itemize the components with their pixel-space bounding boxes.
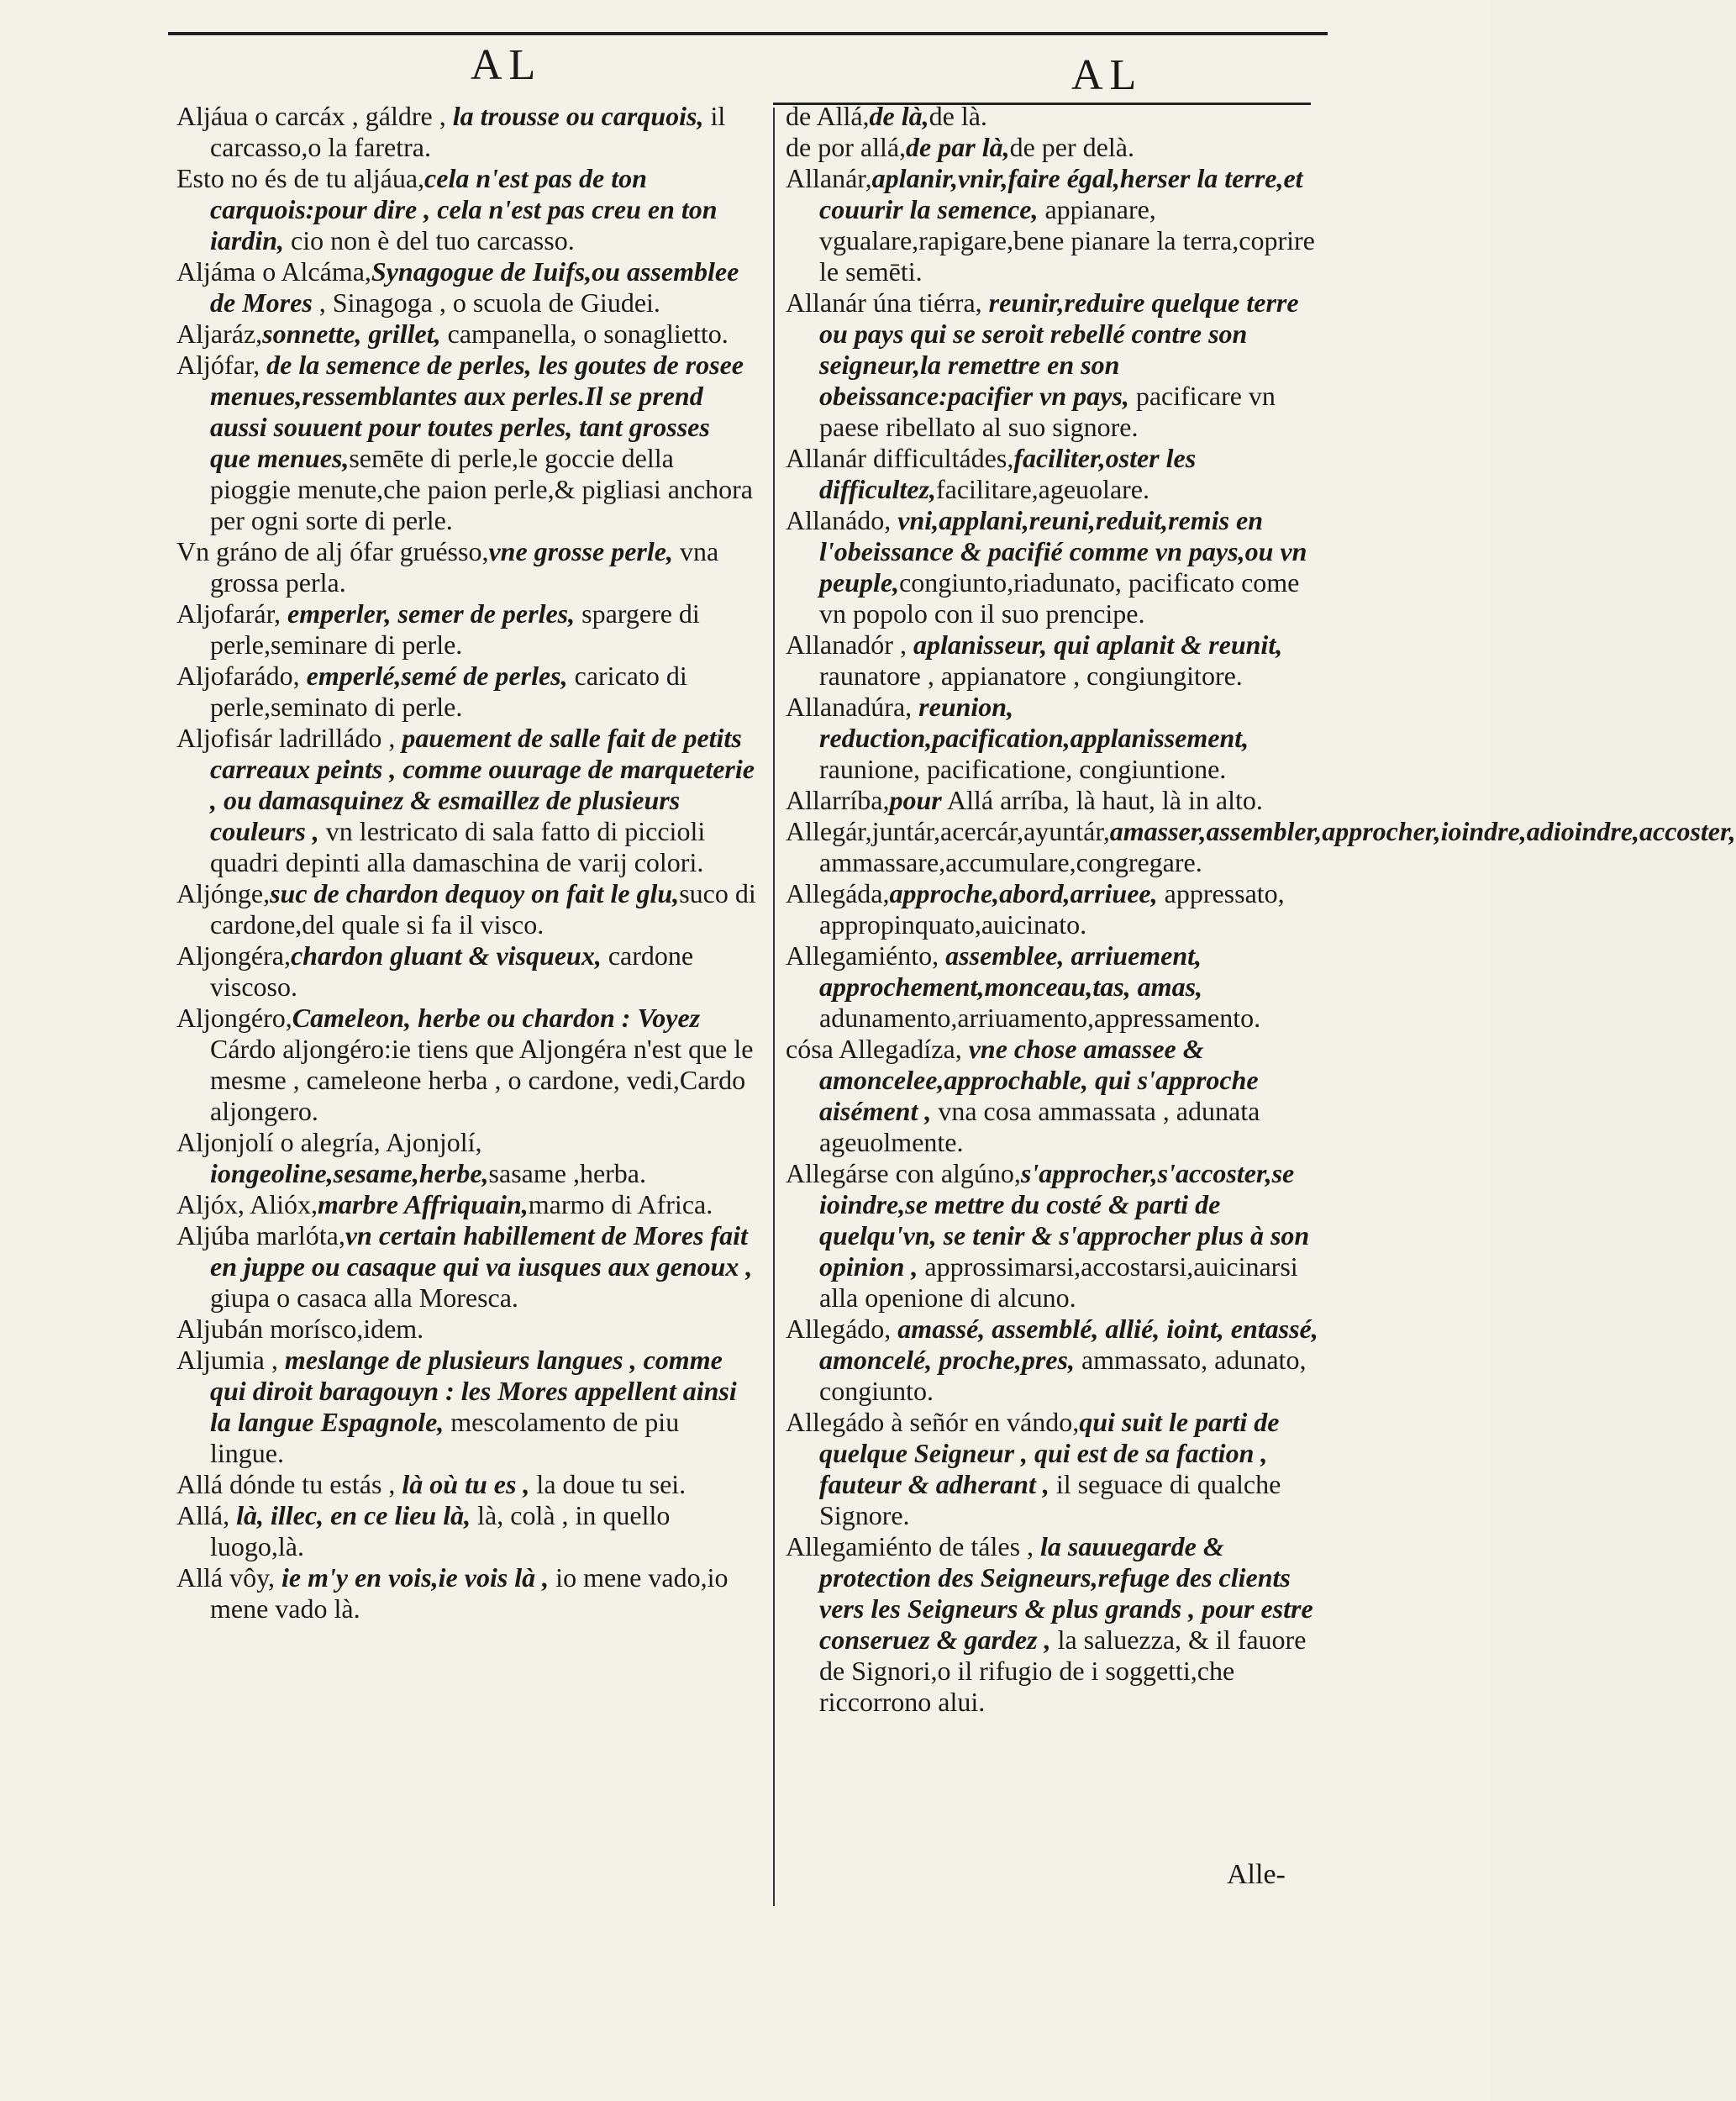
entry-it: caricato di perle,seminato di perle.	[210, 661, 687, 722]
entry-fr: sonnette, grillet,	[262, 319, 441, 349]
dictionary-entry	[786, 505, 1323, 629]
dictionary-entry	[176, 101, 756, 163]
entry-fr: la trousse ou carquois,	[452, 101, 704, 131]
entry-es: Allegárse con algúno,	[786, 1158, 1021, 1188]
entry-fr: vni,applani,reuni,reduit,remis en l'obeissance & pacifié comme vn pays,ou vn peuple,	[819, 505, 1307, 598]
entry-it: ammassato, adunato, congiunto.	[819, 1345, 1307, 1406]
entry-fr: là, illec, en ce lieu là,	[236, 1500, 471, 1530]
dictionary-entry	[176, 1345, 756, 1469]
entry-fr: vne chose amassee & amoncelee,approchable, qui s'approche aisément ,	[819, 1034, 1259, 1126]
entry-fr: la sauuegarde & protection des Seigneurs,refuge des clients vers les Seigneurs & plus grands , pour estre conseruez & gardez ,	[819, 1531, 1313, 1655]
entry-it: cardone viscoso.	[210, 940, 694, 1002]
entry-it: la saluezza, & il fauore de Signori,o il rifugio de i soggetti,che riccorrono alui.	[819, 1624, 1307, 1717]
entry-es: Allanár úna tiérra,	[786, 287, 989, 318]
dictionary-entry	[176, 1469, 756, 1500]
entry-es: cósa Allegadíza,	[786, 1034, 969, 1064]
entry-fr: faciliter,oster les difficultez,	[819, 443, 1197, 504]
entry-it: ammassare,accumulare,congregare.	[819, 847, 1202, 877]
entry-es: Aljofarádo,	[176, 661, 307, 691]
entry-es: Aljongéro,	[176, 1003, 292, 1033]
entry-it: sasame ,herba.	[488, 1158, 646, 1188]
entry-fr: vn certain habillement de Mores fait en juppe ou casaque qui va iusques aux genoux ,	[210, 1220, 753, 1282]
entry-fr: amasser,assembler,approcher,ioindre,adioindre,accoster,	[1109, 816, 1736, 846]
entry-fr: pour	[889, 785, 942, 815]
dictionary-entry	[176, 163, 756, 256]
dictionary-entry	[176, 536, 756, 598]
catchword: Alle-	[1227, 1859, 1286, 1890]
dictionary-entry	[176, 1314, 756, 1345]
entry-it: facilitare,ageuolare.	[935, 474, 1149, 504]
entry-it: là, colà , in quello luogo,là.	[210, 1500, 671, 1561]
entry-es: de Allá,	[786, 101, 870, 131]
entry-es: Allegamiénto de táles ,	[786, 1531, 1041, 1561]
entry-fr: ie m'y en vois,ie vois là ,	[281, 1562, 550, 1593]
dictionary-entry	[786, 1158, 1323, 1314]
entry-it: semēte di perle,le goccie della pioggie menute,che paion perle,& pigliasi anchora per ogni sorte di perle.	[210, 443, 753, 535]
entry-es: Aljofarár,	[176, 598, 287, 629]
entry-it: vna cosa ammassata , adunata ageuolmente.	[819, 1096, 1260, 1157]
entry-es: Allanadór ,	[786, 629, 913, 660]
entry-es: Aljáma o Alcáma,	[176, 256, 371, 287]
entry-it: marmo di Africa.	[528, 1189, 713, 1219]
dictionary-entry	[786, 132, 1323, 163]
entry-it: Allá arríba, là haut, là in alto.	[941, 785, 1263, 815]
entry-es: Allanár difficultádes,	[786, 443, 1014, 473]
dictionary-entry	[786, 163, 1323, 287]
entry-es: Allanádo,	[786, 505, 898, 535]
entry-fr: chardon gluant & visqueux,	[290, 940, 602, 971]
running-head-right: AL	[1071, 51, 1144, 99]
entry-es: Allá,	[176, 1500, 237, 1530]
entry-es: Aljaráz,	[176, 319, 263, 349]
entry-fr: emperlé,semé de perles,	[306, 661, 568, 691]
entry-es: Aljóx, Alióx,	[176, 1189, 318, 1219]
entry-it: vn lestricato di sala fatto di piccioli quadri depinti alla damaschina de varij colori.	[210, 816, 706, 877]
entry-es: Aljofisár ladrilládo ,	[176, 723, 402, 753]
entry-fr: iongeoline,sesame,herbe,	[210, 1158, 489, 1188]
entry-es: Allarríba,	[786, 785, 890, 815]
entry-es: Allanadúra,	[786, 692, 919, 722]
entry-fr: aplanir,vnir,faire égal,herser la terre,et couurir la semence,	[819, 163, 1303, 224]
dictionary-entry	[176, 598, 756, 661]
entry-fr: de là,	[869, 101, 929, 131]
entry-it: io mene vado,io mene vado là.	[210, 1562, 729, 1624]
entry-fr: reunion, reduction,pacification,applanissement,	[819, 692, 1249, 753]
dictionary-entry	[786, 816, 1736, 878]
dictionary-entry	[176, 723, 756, 878]
entry-fr: marbre Affriquain,	[318, 1189, 529, 1219]
entry-fr: cela n'est pas de ton carquois:pour dire , cela n'est pas creu en ton iardin,	[210, 163, 718, 255]
entry-it: spargere di perle,seminare di perle.	[210, 598, 700, 660]
dictionary-entry	[786, 629, 1323, 692]
entry-es: Aljúba marlóta,	[176, 1220, 345, 1251]
dictionary-entry	[786, 940, 1323, 1034]
dictionary-entry	[786, 1407, 1323, 1531]
entry-it: suco di cardone,del quale si fa il visco.	[210, 878, 756, 940]
entry-es: Allanár,	[786, 163, 872, 193]
entry-es: Allegár,juntár,acercár,ayuntár,	[786, 816, 1110, 846]
entry-es: Aljongéra,	[176, 940, 291, 971]
entry-it: appianare, vgualare,rapigare,bene pianare la terra,coprire le semēti.	[819, 194, 1315, 287]
entry-fr: approche,abord,arriuee,	[889, 878, 1158, 908]
entry-it: appressato, appropinquato,auicinato.	[819, 878, 1285, 940]
running-head-left: AL	[471, 41, 543, 89]
dictionary-entry	[176, 1500, 756, 1562]
entry-it: cio non è del tuo carcasso.	[284, 225, 575, 255]
entry-es: Esto no és de tu aljáua,	[176, 163, 425, 193]
entry-es: Aljubán morísco,idem.	[176, 1314, 424, 1344]
entry-fr: de la semence de perles, les goutes de rosee menues,ressemblantes aux perles.Il se prend aussi souuent pour toutes perles, tant grosses que menues,	[210, 350, 744, 473]
left-column	[176, 101, 756, 1624]
entry-fr: amassé, assemblé, allié, ioint, entassé, amoncelé, proche,pres,	[819, 1314, 1318, 1375]
dictionary-entry	[176, 1127, 756, 1189]
entry-it: il seguace di qualche Signore.	[819, 1469, 1281, 1530]
column-divider	[773, 108, 775, 1906]
entry-fr: de par là,	[906, 132, 1010, 162]
entry-es: Aljáua o carcáx , gáldre ,	[176, 101, 453, 131]
dictionary-entry	[176, 1562, 756, 1624]
dictionary-entry	[176, 319, 756, 350]
entry-it: , Sinagoga , o scuola de Giudei.	[312, 287, 660, 318]
entry-it: campanella, o sonaglietto.	[440, 319, 729, 349]
dictionary-entry	[176, 878, 756, 940]
dictionary-entry	[786, 878, 1323, 940]
header-rule	[168, 32, 1328, 35]
entry-fr: là où tu es ,	[402, 1469, 530, 1499]
entry-it: raunione, pacificatione, congiuntione.	[819, 754, 1227, 784]
dictionary-entry	[176, 1220, 756, 1314]
entry-fr: pauement de salle fait de petits carreaux peints , comme ouurage de marqueterie , ou damasquinez & esmaillez de plusieurs couleurs ,	[210, 723, 755, 846]
entry-fr: vne grosse perle,	[488, 536, 673, 566]
entry-fr: Synagogue de Iuifs,ou assemblee de Mores	[210, 256, 739, 318]
entry-es: de por allá,	[786, 132, 907, 162]
entry-es: Aljónge,	[176, 878, 271, 908]
dictionary-entry	[786, 785, 1323, 816]
entry-it: Cárdo aljongéro:ie tiens que Aljongéra n'est que le mesme , cameleone herba , o cardone, vedi,Cardo aljongero.	[210, 1034, 754, 1126]
entry-it: vna grossa perla.	[210, 536, 719, 598]
entry-it: congiunto,riadunato, pacificato come vn popolo con il suo prencipe.	[819, 567, 1300, 629]
dictionary-entry	[786, 443, 1323, 505]
entry-it: de là.	[928, 101, 987, 131]
entry-es: Aljonjolí o alegría, Ajonjolí,	[176, 1127, 482, 1157]
entry-fr: assemblee, arriuement, approchement,monceau,tas, amas,	[819, 940, 1203, 1002]
entry-es: Allegádo à señór en vándo,	[786, 1407, 1080, 1437]
entry-fr: s'approcher,s'accoster,se ioindre,se mettre du costé & parti de quelqu'vn, se tenir & s'approcher plus à son opinion ,	[819, 1158, 1310, 1282]
entry-it: adunamento,arriuamento,appressamento.	[819, 1003, 1261, 1033]
dictionary-entry	[786, 1314, 1323, 1407]
entry-es: Allá vôy,	[176, 1562, 282, 1593]
entry-es: Aljumia ,	[176, 1345, 285, 1375]
dictionary-entry	[786, 692, 1323, 785]
dictionary-entry	[786, 101, 1323, 132]
dictionary-entry	[176, 1189, 756, 1220]
dictionary-entry	[176, 256, 756, 319]
dictionary-entry	[786, 1034, 1323, 1158]
entry-it: il carcasso,o la faretra.	[210, 101, 726, 162]
entry-fr: aplanisseur, qui aplanit & reunit,	[913, 629, 1283, 660]
entry-es: Allegáda,	[786, 878, 890, 908]
entry-fr: Cameleon, herbe ou chardon : Voyez	[292, 1003, 701, 1033]
dictionary-entry	[786, 287, 1323, 443]
dictionary-entry	[176, 661, 756, 723]
entry-fr: suc de chardon dequoy on fait le glu,	[270, 878, 680, 908]
entry-it: approssimarsi,accostarsi,auicinarsi alla openione di alcuno.	[819, 1251, 1298, 1313]
right-column	[786, 101, 1736, 1718]
dictionary-entry	[176, 940, 756, 1003]
entry-it: la doue tu sei.	[529, 1469, 687, 1499]
entry-it: pacificare vn paese ribellato al suo signore.	[819, 381, 1276, 442]
entry-es: Allegamiénto,	[786, 940, 946, 971]
entry-fr: emperler, semer de perles,	[287, 598, 576, 629]
dictionary-entry	[786, 1531, 1323, 1718]
entry-it: raunatore , appianatore , congiungitore.	[819, 661, 1243, 691]
entry-es: Aljófar,	[176, 350, 267, 380]
dictionary-entry	[176, 350, 756, 536]
entry-fr: meslange de plusieurs langues , comme qui diroit baragouyn : les Mores appellent ainsi la langue Espagnole,	[210, 1345, 737, 1437]
entry-es: Allegádo,	[786, 1314, 898, 1344]
entry-it: mescolamento de piu lingue.	[210, 1407, 680, 1468]
entry-it: giupa o casaca alla Moresca.	[210, 1282, 518, 1313]
entry-fr: qui suit le parti de quelque Seigneur , qui est de sa faction , fauteur & adherant ,	[819, 1407, 1280, 1499]
entry-es: Allá dónde tu estás ,	[176, 1469, 402, 1499]
dictionary-entry	[176, 1003, 756, 1127]
entry-es: Vn gráno de alj ófar gruésso,	[176, 536, 489, 566]
entry-it: de per delà.	[1009, 132, 1134, 162]
entry-fr: reunir,reduire quelque terre ou pays qui se seroit rebellé contre son seigneur,la remettre en son obeissance:pacifier vn pays,	[819, 287, 1299, 411]
